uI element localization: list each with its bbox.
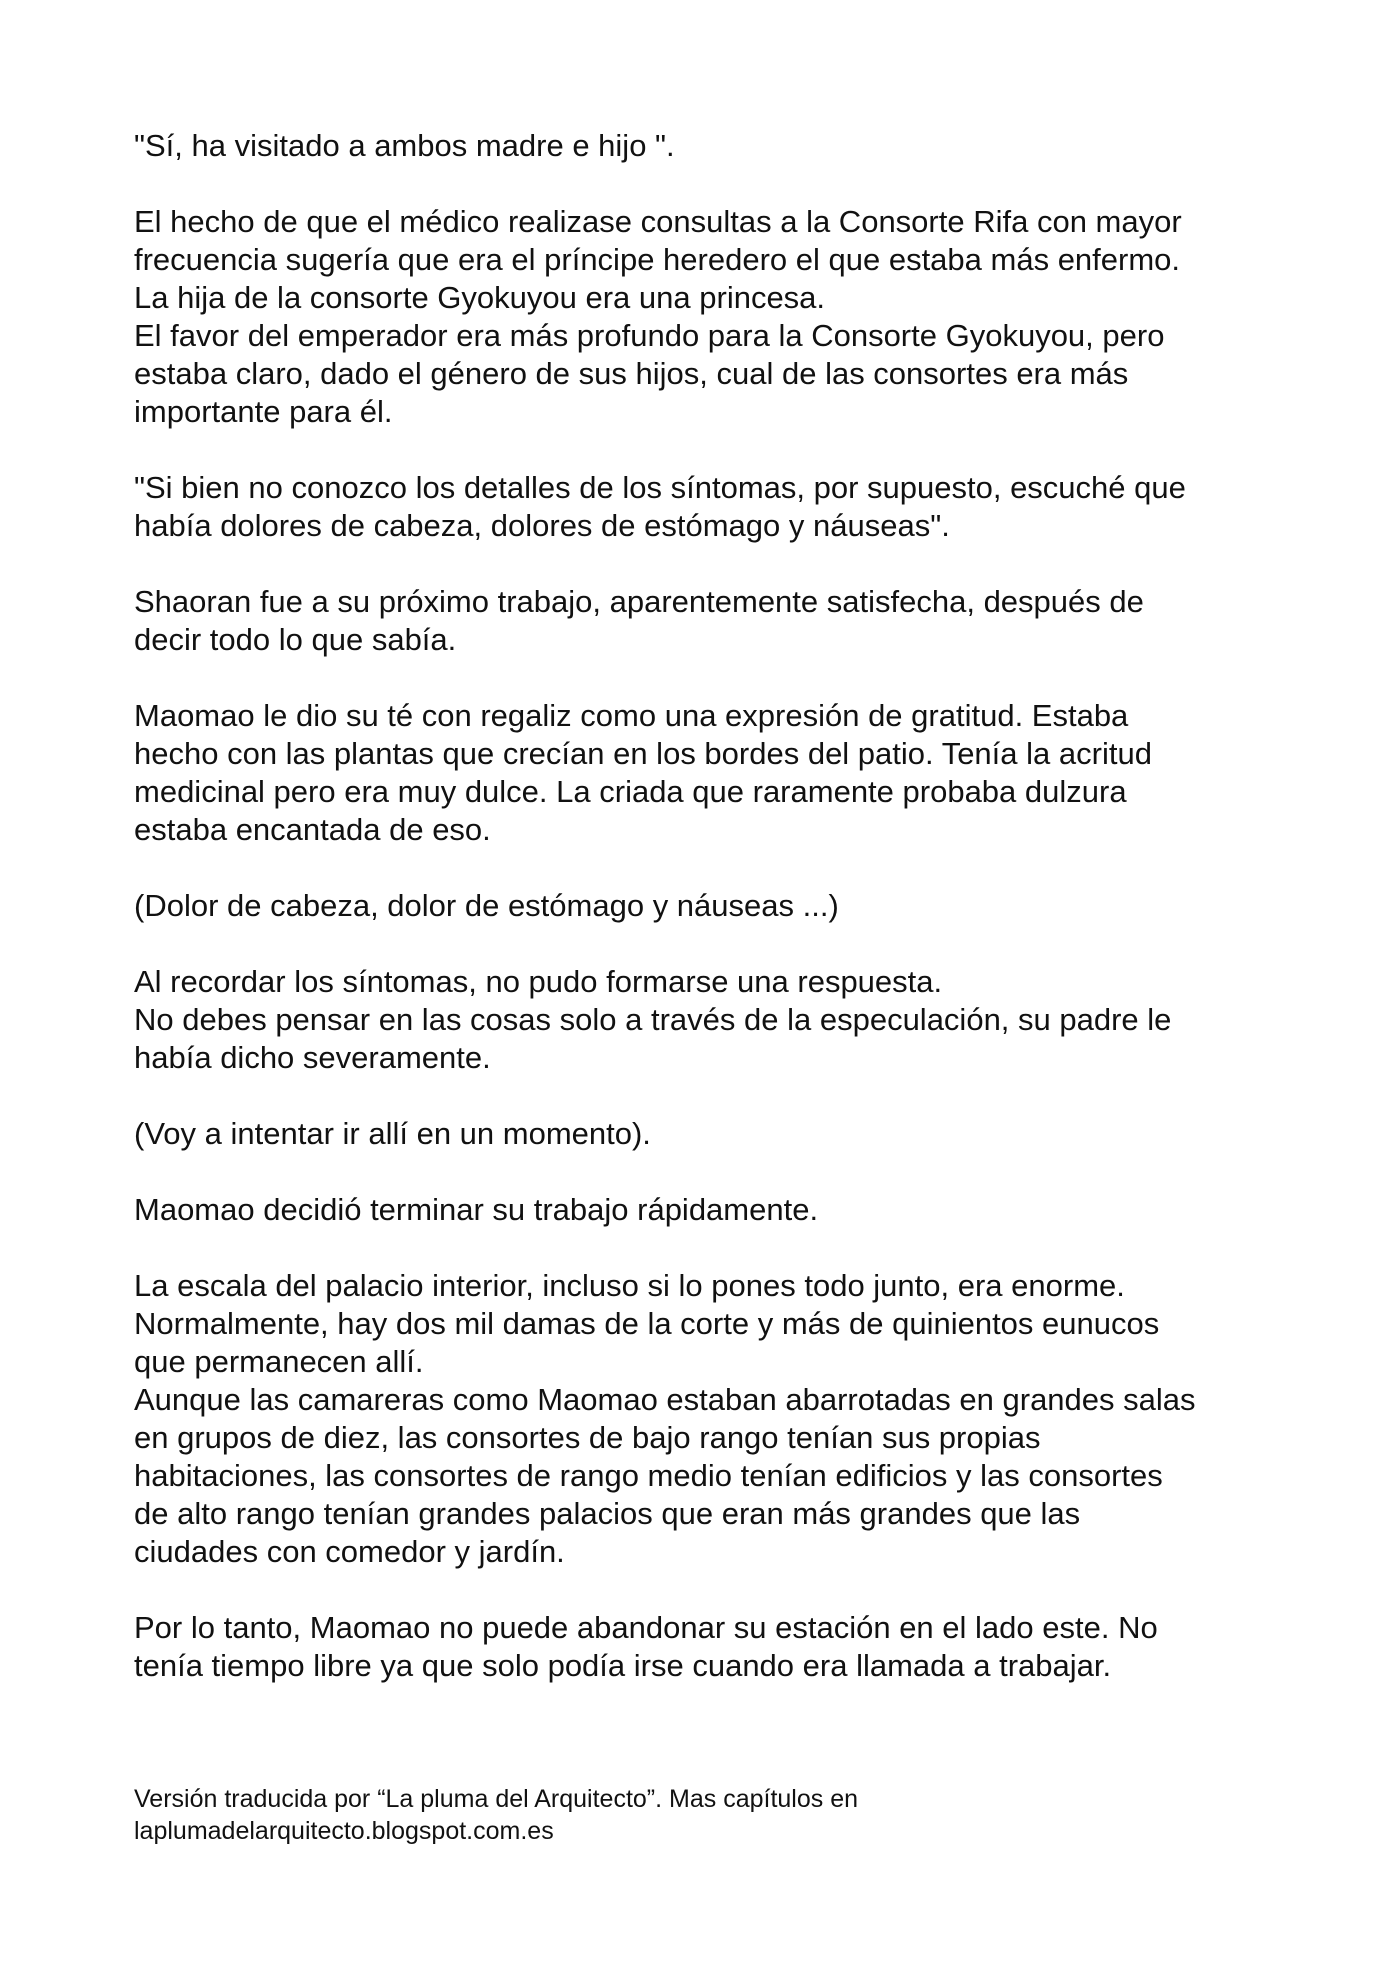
text-line: Shaoran fue a su próximo trabajo, aparentemente satisfecha, después de <box>134 584 1144 619</box>
text-line: La hija de la consorte Gyokuyou era una princesa. <box>134 280 826 315</box>
text-line: "Sí, ha visitado a ambos madre e hijo ". <box>134 128 675 163</box>
text-line: (Dolor de cabeza, dolor de estómago y náuseas ...) <box>134 888 839 923</box>
text-line: Normalmente, hay dos mil damas de la corte y más de quinientos eunucos <box>134 1306 1160 1341</box>
paragraph <box>134 1191 1294 1229</box>
text-line: ciudades con comedor y jardín. <box>134 1534 565 1569</box>
footer-line: laplumadelarquitecto.blogspot.com.es <box>134 1817 554 1845</box>
text-line: importante para él. <box>134 394 393 429</box>
paragraph <box>134 1115 1294 1153</box>
text-line: frecuencia sugería que era el príncipe heredero el que estaba más enfermo. <box>134 242 1181 277</box>
text-line: de alto rango tenían grandes palacios que eran más grandes que las <box>134 1496 1081 1531</box>
text-line: Aunque las camareras como Maomao estaban abarrotadas en grandes salas <box>134 1382 1196 1417</box>
text-line: Maomao decidió terminar su trabajo rápidamente. <box>134 1192 819 1227</box>
text-line: estaba claro, dado el género de sus hijos, cual de las consortes era más <box>134 356 1129 391</box>
paragraph <box>134 127 1294 165</box>
text-line: estaba encantada de eso. <box>134 812 491 847</box>
text-line: Por lo tanto, Maomao no puede abandonar su estación en el lado este. No <box>134 1610 1158 1645</box>
paragraph <box>134 1609 1294 1685</box>
text-line: Maomao le dio su té con regaliz como una expresión de gratitud. Estaba <box>134 698 1129 733</box>
paragraph <box>134 963 1294 1077</box>
text-line: medicinal pero era muy dulce. La criada que raramente probaba dulzura <box>134 774 1127 809</box>
text-line: La escala del palacio interior, incluso si lo pones todo junto, era enorme. <box>134 1268 1125 1303</box>
text-line: "Si bien no conozco los detalles de los síntomas, por supuesto, escuché que <box>134 470 1186 505</box>
text-line: decir todo lo que sabía. <box>134 622 457 657</box>
text-line: había dolores de cabeza, dolores de estómago y náuseas". <box>134 508 950 543</box>
paragraph <box>134 697 1294 849</box>
paragraph <box>134 887 1294 925</box>
paragraph <box>134 203 1294 431</box>
text-line: El favor del emperador era más profundo para la Consorte Gyokuyou, pero <box>134 318 1165 353</box>
paragraph <box>134 583 1294 659</box>
text-line: habitaciones, las consortes de rango medio tenían edificios y las consortes <box>134 1458 1163 1493</box>
text-line: había dicho severamente. <box>134 1040 491 1075</box>
text-line: tenía tiempo libre ya que solo podía irse cuando era llamada a trabajar. <box>134 1648 1112 1683</box>
document-body <box>134 127 1294 1723</box>
footer-line: Versión traducida por “La pluma del Arquitecto”. Mas capítulos en <box>134 1785 859 1813</box>
translation-credit-footer <box>134 1783 1294 1847</box>
text-line: (Voy a intentar ir allí en un momento). <box>134 1116 651 1151</box>
text-line: No debes pensar en las cosas solo a través de la especulación, su padre le <box>134 1002 1172 1037</box>
text-line: que permanecen allí. <box>134 1344 424 1379</box>
text-line: El hecho de que el médico realizase consultas a la Consorte Rifa con mayor <box>134 204 1182 239</box>
paragraph <box>134 1267 1294 1571</box>
text-line: Al recordar los síntomas, no pudo formarse una respuesta. <box>134 964 943 999</box>
text-line: hecho con las plantas que crecían en los bordes del patio. Tenía la acritud <box>134 736 1152 771</box>
paragraph <box>134 469 1294 545</box>
text-line: en grupos de diez, las consortes de bajo rango tenían sus propias <box>134 1420 1041 1455</box>
